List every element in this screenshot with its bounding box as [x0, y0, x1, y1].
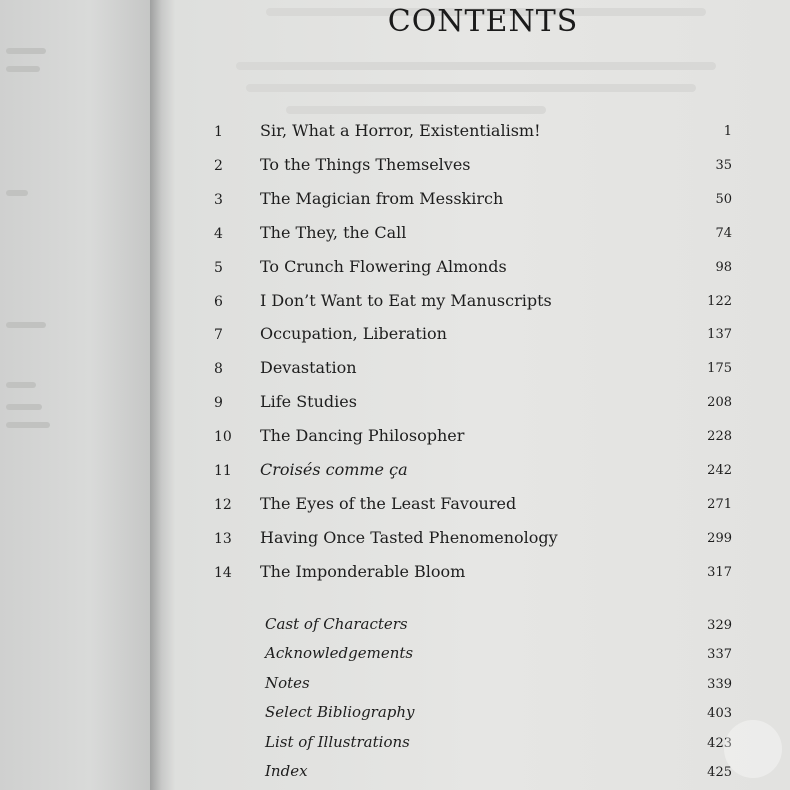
chapter-title: The Imponderable Bloom: [260, 561, 466, 581]
chapter-title: Life Studies: [260, 392, 357, 412]
chapter-title: The They, the Call: [260, 222, 407, 242]
chapter-number: 13: [214, 530, 232, 547]
page-number: 74: [715, 225, 732, 241]
toc-row[interactable]: [176, 527, 790, 553]
page-number: 122: [707, 293, 732, 309]
chapter-number: 10: [214, 429, 232, 446]
toc-row[interactable]: [176, 391, 790, 417]
back-matter-title: List of Illustrations: [265, 732, 410, 751]
chapter-number: 11: [214, 463, 232, 479]
page-number: 175: [707, 361, 732, 377]
toc-row[interactable]: [176, 323, 790, 349]
page-number: 317: [707, 564, 732, 580]
page-number: 242: [707, 463, 732, 478]
bleed-through-mark: [6, 48, 46, 54]
chapter-number: 8: [214, 361, 223, 378]
back-matter-title: Notes: [265, 673, 310, 692]
chapter-title: Sir, What a Horror, Existentialism!: [260, 121, 541, 140]
chapter-number: 6: [214, 293, 223, 310]
page-number: 228: [707, 429, 732, 445]
chapter-title: The Dancing Philosopher: [260, 426, 465, 446]
chapter-title: Croisés comme ça: [260, 460, 408, 479]
toc-row[interactable]: [176, 459, 790, 485]
toc-row[interactable]: [176, 702, 790, 728]
bleed-through-mark: [6, 382, 36, 388]
bleed-through-mark: [6, 422, 50, 428]
toc-row[interactable]: [176, 561, 790, 587]
toc-row[interactable]: [176, 732, 790, 758]
page-number: 35: [715, 157, 732, 173]
toc-row[interactable]: [176, 222, 790, 248]
bleed-through-mark: [236, 62, 716, 70]
bleed-through-mark: [286, 106, 546, 114]
toc-row[interactable]: [176, 761, 790, 787]
chapter-number: 4: [214, 225, 223, 242]
book-gutter: [150, 0, 176, 790]
back-matter-title: Cast of Characters: [265, 615, 408, 633]
chapter-number: 9: [214, 395, 223, 412]
page-number: 339: [707, 676, 732, 692]
toc-row[interactable]: [176, 673, 790, 699]
contents-page: [176, 0, 790, 790]
page-title: CONTENTS: [387, 4, 579, 39]
facing-page: [0, 0, 150, 790]
chapter-title: Occupation, Liberation: [260, 324, 447, 344]
page-number: 137: [707, 327, 732, 343]
page-number: 423: [707, 735, 732, 751]
chapter-number: 2: [214, 157, 223, 174]
chapter-number: 7: [214, 327, 223, 344]
toc-row[interactable]: [176, 188, 790, 214]
toc-row[interactable]: [176, 120, 790, 146]
toc-row[interactable]: [176, 290, 790, 316]
chapter-title: I Don’t Want to Eat my Manuscripts: [260, 290, 552, 310]
back-matter-title: Select Bibliography: [265, 703, 415, 722]
page-number: 403: [707, 706, 732, 722]
chapter-title: The Eyes of the Least Favoured: [260, 493, 517, 513]
toc-row[interactable]: [176, 425, 790, 451]
toc-row[interactable]: [176, 614, 790, 640]
bleed-through-mark: [6, 66, 40, 72]
toc-row[interactable]: [176, 493, 790, 519]
chapter-number: 1: [214, 124, 223, 140]
bleed-through-mark: [6, 190, 28, 196]
page-number: 337: [707, 647, 732, 663]
chapter-number: 14: [214, 564, 232, 581]
chapter-title: To the Things Themselves: [260, 154, 471, 174]
chapter-number: 12: [214, 496, 232, 513]
page-number: 271: [707, 496, 732, 512]
bleed-through-mark: [6, 404, 42, 410]
page-number: 329: [707, 618, 732, 633]
chapter-number: 3: [214, 191, 223, 208]
toc-row[interactable]: [176, 154, 790, 180]
toc-row[interactable]: [176, 357, 790, 383]
back-matter-title: Acknowledgements: [265, 644, 414, 663]
chapter-number: 5: [214, 259, 223, 276]
page-number: 299: [707, 530, 732, 546]
page-number: 98: [715, 259, 732, 275]
toc-row[interactable]: [176, 643, 790, 669]
page-number: 50: [715, 191, 732, 207]
chapter-title: Having Once Tasted Phenomenology: [260, 527, 558, 547]
page-number: 1: [723, 124, 732, 139]
chapter-title: The Magician from Messkirch: [260, 188, 504, 208]
page-number: 425: [707, 765, 732, 780]
bleed-through-mark: [246, 84, 696, 92]
chapter-title: To Crunch Flowering Almonds: [260, 256, 507, 276]
toc-row[interactable]: [176, 256, 790, 282]
chapter-title: Devastation: [260, 358, 357, 378]
bleed-through-mark: [6, 322, 46, 328]
back-matter-title: Index: [265, 762, 308, 780]
watermark-seal: [724, 720, 782, 778]
page-number: 208: [707, 395, 732, 411]
